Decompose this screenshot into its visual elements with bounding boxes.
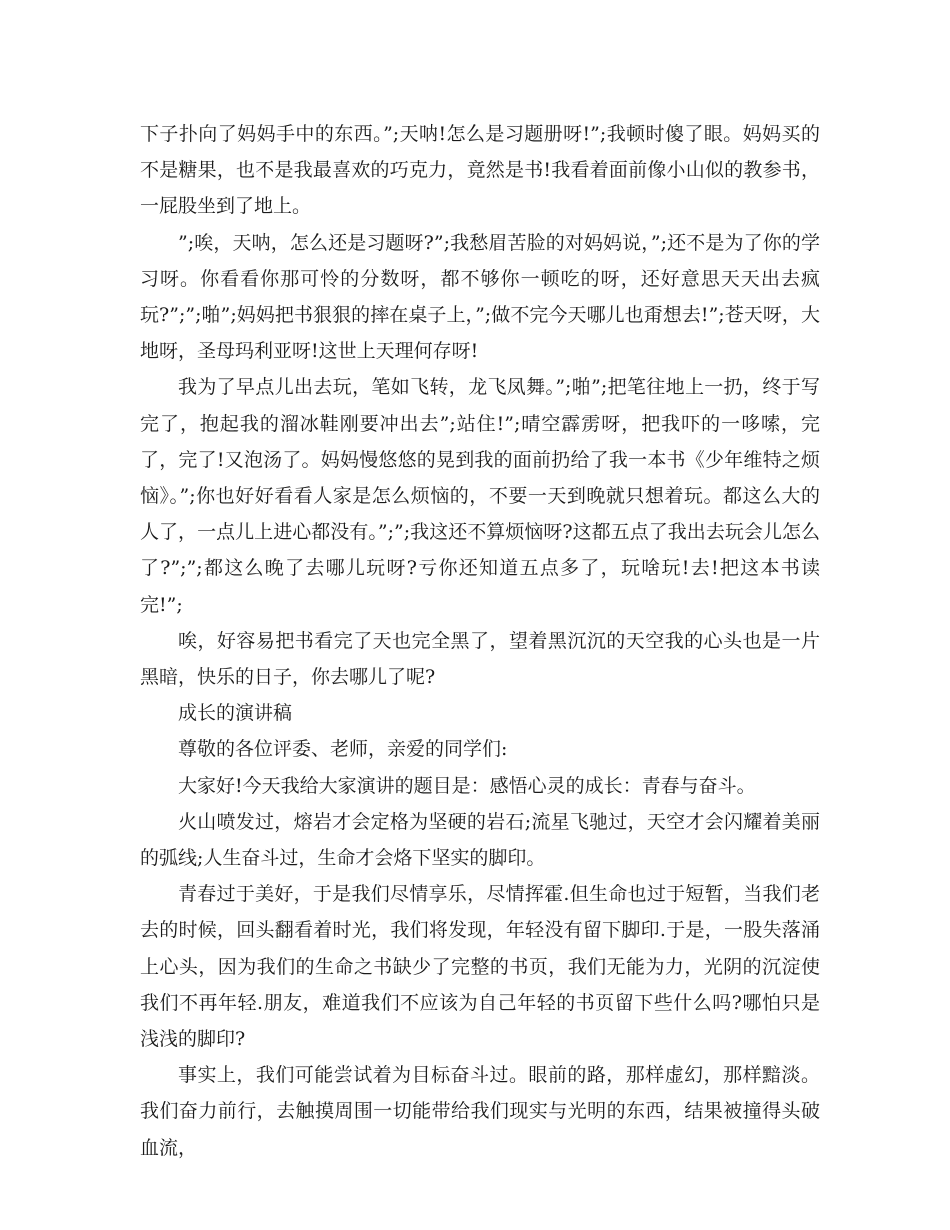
paragraph-1: 下子扑向了妈妈手中的东西。”;天呐!怎么是习题册呀!”;我顿时傻了眼。妈妈买的不是糖果，也不是我最喜欢的巧克力，竟然是书!我看着面前像小山似的教参书，一屁股坐到了地上。	[140, 123, 820, 218]
document-page	[140, 116, 820, 1166]
greeting: 大家好!今天我给大家演讲的题目是：感悟心灵的成长：青春与奋斗。	[178, 774, 756, 797]
paragraph-2: ”;唉，天呐，怎么还是习题呀?”;我愁眉苦脸的对妈妈说，”;还不是为了你的学习呀。你看看你那可怜的分数呀，都不够你一顿吃的呀，还好意思天天出去疯玩?”;”;啪”;妈妈把书狠狠的摔在桌子上，”;做不完今天哪儿也甭想去!”;苍天呀，大地呀，圣母玛利亚呀!这世上天理何存呀!	[140, 231, 820, 363]
paragraph-4: 唉，好容易把书看完了天也完全黑了，望着黑沉沉的天空我的心头也是一片黑暗，快乐的日子，你去哪儿了呢?	[140, 629, 820, 689]
paragraph-9: 青春过于美好，于是我们尽情享乐，尽情挥霍.但生命也过于短暂，当我们老去的时候，回头翻看着时光，我们将发现，年轻没有留下脚印.于是，一股失落涌上心头，因为我们的生命之书缺少了完整的书页，我们无能为力，光阴的沉淀使我们不再年轻.朋友，难道我们不应该为自己年轻的书页留下些什么吗?哪怕只是浅浅的脚印?	[140, 883, 820, 1051]
salutation: 尊敬的各位评委、老师，亲爱的同学们:	[178, 738, 508, 761]
paragraph-3: 我为了早点儿出去玩，笔如飞转，龙飞凤舞。”;啪”;把笔往地上一扔，终于写完了，抱起我的溜冰鞋刚要冲出去”;站住!”;晴空霹雳呀，把我吓的一哆嗦，完了，完了!又泡汤了。妈妈慢悠悠的晃到我的面前扔给了我一本书《少年维特之烦恼》。”;你也好好看看人家是怎么烦恼的，不要一天到晚就只想着玩。都这么大的人了，一点儿上进心都没有。”;”;我这还不算烦恼呀?这都五点了我出去玩会儿怎么了?”;”;都这么晚了去哪儿玩呀?亏你还知道五点多了，玩啥玩!去!把这本书读完!”;	[140, 376, 820, 616]
paragraph-8: 火山喷发过，熔岩才会定格为坚硬的岩石;流星飞驰过，天空才会闪耀着美丽的弧线;人生奋斗过，生命才会烙下坚实的脚印。	[140, 810, 820, 870]
speech-title: 成长的演讲稿	[178, 702, 293, 725]
paragraph-10: 事实上，我们可能尝试着为目标奋斗过。眼前的路，那样虚幻，那样黯淡。我们奋力前行，去触摸周围一切能带给我们现实与光明的东西，结果被撞得头破血流，	[140, 1064, 820, 1159]
